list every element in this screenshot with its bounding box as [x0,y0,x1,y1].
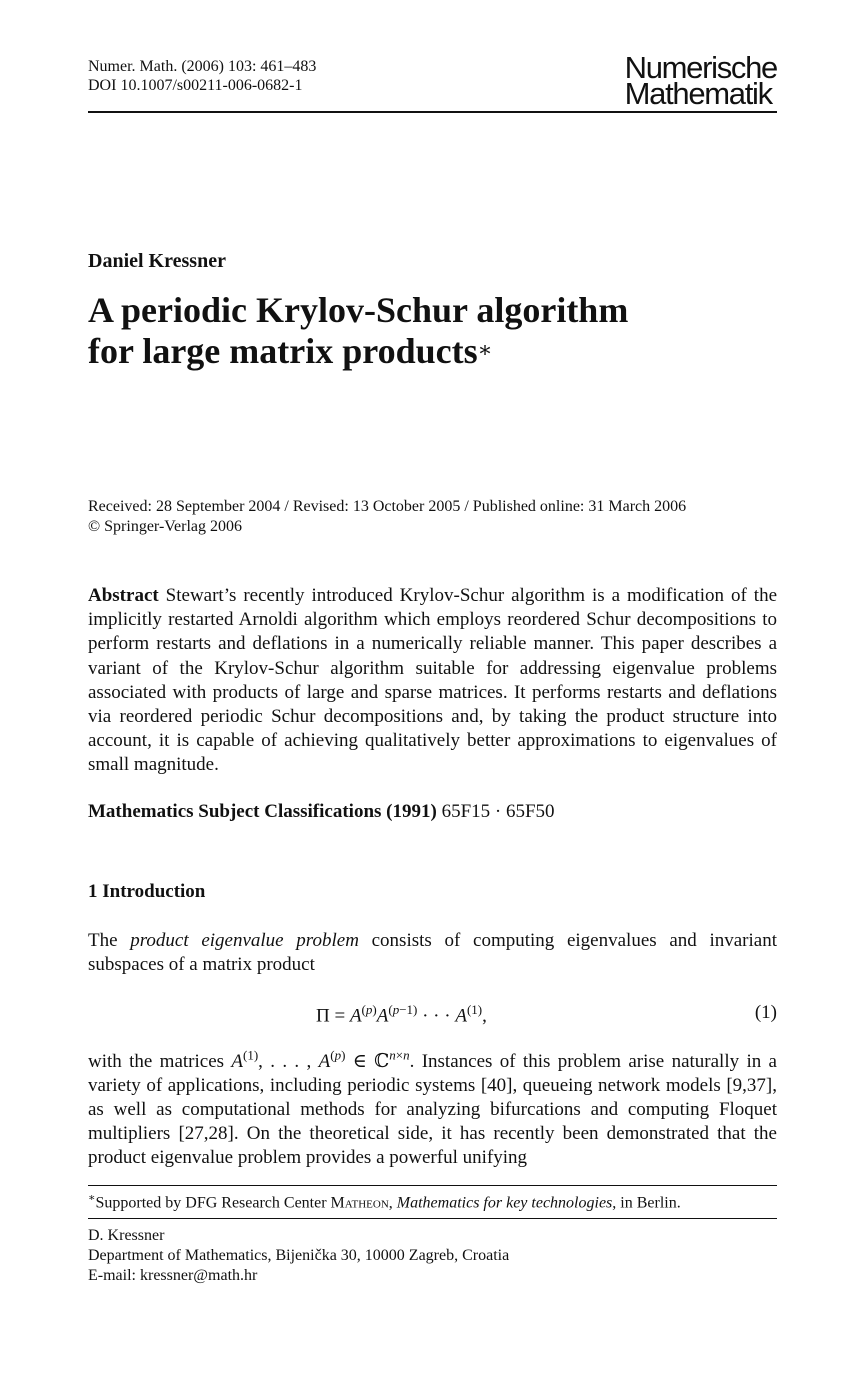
msc-label: Mathematics Subject Classifications (1991) [88,801,437,822]
doi-line: DOI 10.1007/s00211-006-0682-1 [88,77,303,94]
section-heading: 1 Introduction [88,881,206,902]
intro-paragraph-2 [88,1047,777,1170]
intro-paragraph-1 [88,929,777,977]
para2-text-end: . Instances of this problem arise naturally in a variety of applications, including periodic systems [40], queueing network models [9,37], as well as computational methods for analyzing bifurcations and computing Floquet multipliers [27,28]. On the theoretical side, it has recently been demonstrated that the product eigenvalue problem provides a powerful unifying [88,1051,777,1168]
footnote [88,1191,681,1212]
msc-codes: 65F15 · 65F50 [441,801,555,822]
footnote-rule-top [88,1185,777,1186]
footnote-text-start: Supported by DFG Research Center [95,1194,331,1212]
footnote-rule-bottom [88,1218,777,1219]
footnote-sep: , [388,1194,397,1212]
equation-body: $\Pi = A^{(p)}A^{(p-1)}$ · · · $A^{(1)}$, [316,1002,487,1027]
received-revised-published: Received: 28 September 2004 / Revised: 13 October 2005 / Published online: 31 March 2006 [88,498,687,515]
author-name: Daniel Kressner [88,250,226,272]
logo-line-2: Mathematik [624,76,772,111]
page-header [88,50,777,113]
subject-classification [88,801,555,823]
title-line-1: A periodic Krylov-Schur algorithm [88,290,629,330]
footnote-text-end: , in Berlin. [612,1194,681,1212]
title-line-2: for large matrix products [88,331,478,371]
affiliation-email: E-mail: kressner@math.hr [88,1267,258,1284]
journal-logo [624,50,777,111]
abstract [88,584,777,778]
copyright-line: © Springer-Verlag 2006 [88,518,243,535]
inline-math-matrices: $A^{(1)}$, . . . , $A^{(p)}$ ∈ ℂ$^{n\times n}$ [231,1047,410,1072]
abstract-text: Stewart’s recently introduced Krylov-Schur algorithm is a modification of the implicitly restarted Arnoldi algorithm which employs reordered Schur decompositions to perform restarts and deflations in a numerically reliable manner. This paper describes a variant of the Krylov-Schur algorithm suitable for addressing eigenvalue problems associated with products of large and sparse matrices. It performs restarts and deflations via reordered periodic Schur decompositions and, by taking the product structure into account, it is capable of achieving qualitatively better approximations to eigenvalues of small magnitude. [88,585,778,776]
header-rule [88,111,777,113]
journal-citation: Numer. Math. (2006) 103: 461–483 [88,58,317,75]
abstract-label: Abstract [88,585,159,606]
para1-text-start: The [88,930,131,951]
title-footnote-mark: ∗ [477,337,493,362]
affiliation-name: D. Kressner [88,1227,165,1244]
term-product-eigenvalue-problem: product eigenvalue problem [130,930,359,951]
para2-text-start: with the matrices [88,1051,232,1072]
author-affiliation [88,1226,509,1286]
equation-number: (1) [754,1002,777,1023]
footnote-italic: Mathematics for key technologies [396,1194,613,1212]
logo-line-1: Numerische [624,50,777,85]
footnote-center-name: Matheon [330,1194,389,1212]
publication-dates [88,497,777,537]
paper-page [88,0,777,1380]
paper-title [88,290,628,372]
affiliation-department: Department of Mathematics, Bijenička 30, 10000 Zagreb, Croatia [88,1247,510,1264]
equation-1 [88,1000,777,1028]
footnote-mark: ∗ [88,1192,96,1204]
journal-reference [88,57,316,95]
para1-text-end: consists of computing eigenvalues and invariant subspaces of a matrix product [88,930,777,975]
